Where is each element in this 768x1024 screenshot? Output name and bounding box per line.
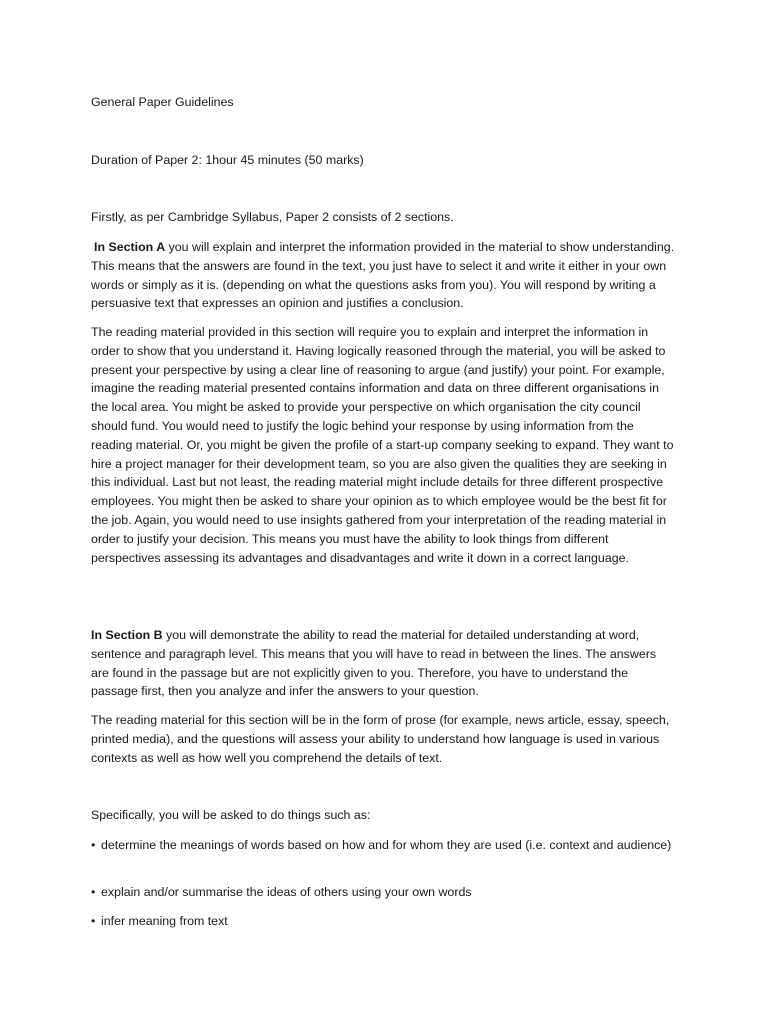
- bullet-icon: •: [91, 914, 96, 928]
- bullet-item: [91, 883, 677, 902]
- section-a-text: you will explain and interpret the information provided in the material to show understanding. This means that the answers are found in the text, you just have to select it and write it either in your own words or simply as it is. (depending on what the questions asks from you). You will respond by writing a persuasive text that expresses an opinion and justifies a conclusion.: [91, 240, 675, 311]
- specifically-line: Specifically, you will be asked to do things such as:: [91, 808, 371, 822]
- bullet-item: [91, 912, 677, 931]
- bullet-text: determine the meanings of words based on how and for whom they are used (i.e. context and audience): [101, 838, 672, 852]
- section-a-detail-paragraph: The reading material provided in this section will require you to explain and interpret the information in order to show that you understand it. Having logically reasoned through the material, you will be asked to present your perspective by using a clear line of reasoning to argue (and justify) your point. For example, imagine the reading material presented contains information and data on three different organisations in the local area. You might be asked to provide your perspective on which organisation the city council should fund. You would need to justify the logic behind your response by using information from the reading material. Or, you might be given the profile of a start-up company seeking to expand. They want to hire a project manager for their development team, so you are also given the qualities they are seeking in this individual. Last but not least, the reading material might include details for three different prospective employees. You might then be asked to share your opinion as to which employee would be the best fit for the job. Again, you would need to use insights gathered from your interpretation of the reading material in order to justify your decision. This means you must have the ability to look things from different perspectives assessing its advantages and disadvantages and write it down in a correct language.: [91, 325, 674, 565]
- bullet-icon: •: [91, 885, 96, 899]
- section-b-heading: In Section B: [91, 628, 163, 642]
- document-title: General Paper Guidelines: [91, 95, 234, 109]
- section-b-detail-paragraph: The reading material for this section will be in the form of prose (for example, news article, essay, speech, printed media), and the questions will assess your ability to understand how language is used in various contexts as well as how well you comprehend the details of text.: [91, 713, 670, 765]
- section-a-paragraph: [91, 238, 677, 313]
- section-a-heading: In Section A: [94, 240, 166, 254]
- bullet-item: [91, 836, 677, 855]
- bullet-text: explain and/or summarise the ideas of others using your own words: [101, 885, 472, 899]
- section-b-text: you will demonstrate the ability to read the material for detailed understanding at word, sentence and paragraph level. This means that you will have to read in between the lines. The answers are found in the passage but are not explicitly given to you. Therefore, you have to understand the passage first, then you analyze and infer the answers to your question.: [91, 628, 657, 699]
- bullet-icon: •: [91, 838, 96, 852]
- bullet-text: infer meaning from text: [101, 914, 228, 928]
- intro-paragraph: Firstly, as per Cambridge Syllabus, Paper 2 consists of 2 sections.: [91, 210, 454, 224]
- section-b-paragraph: [91, 626, 677, 701]
- duration-line: Duration of Paper 2: 1hour 45 minutes (50 marks): [91, 153, 364, 167]
